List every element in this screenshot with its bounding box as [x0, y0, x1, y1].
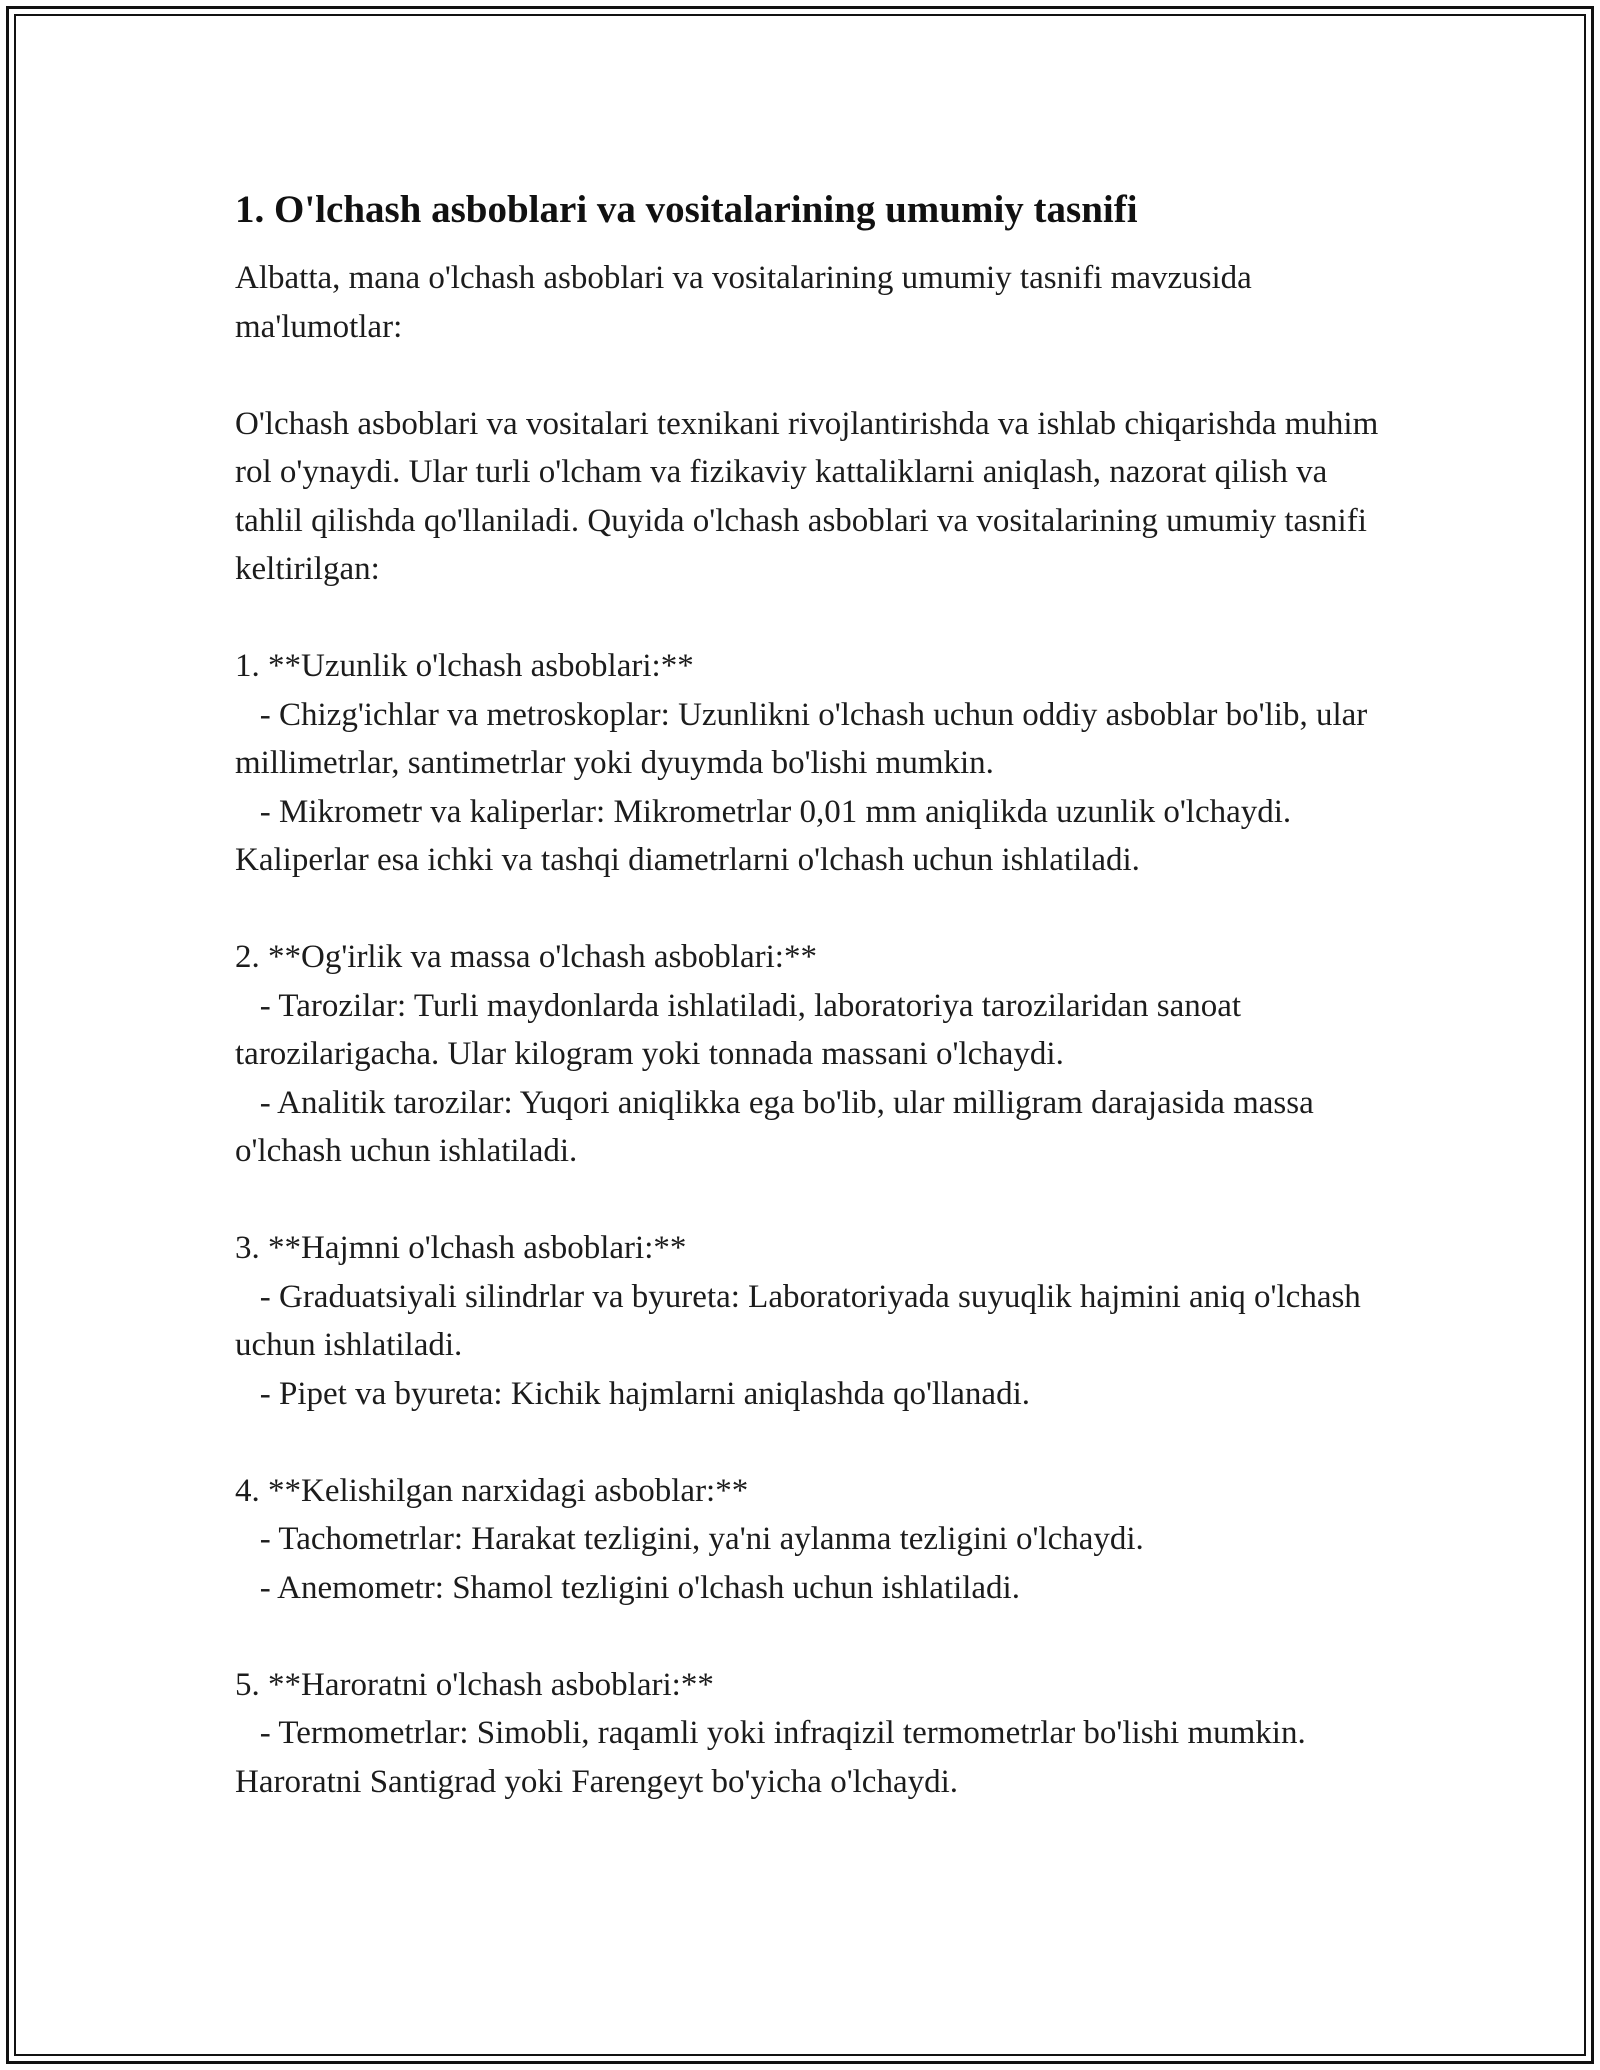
- overview-paragraph: O'lchash asboblari va vositalari texnikani rivojlantirishda va ishlab chiqarishda muhim rol o'ynaydi. Ular turli o'lcham va fizikaviy kattaliklarni aniqlash, nazorat qilish va tahlil qilishda qo'llaniladi. Quyida o'lchash asboblari va vositalarining umumiy tasnifi keltirilgan:: [235, 405, 1387, 587]
- section-heading: 4. **Kelishilgan narxidagi asboblar:**: [235, 1472, 749, 1509]
- document-body: [235, 186, 1385, 1806]
- list-item: - Pipet va byureta: Kichik hajmlarni aniqlashda qo'llanadi.: [235, 1375, 1030, 1412]
- list-item: - Graduatsiyali silindrlar va byureta: Laboratoriyada suyuqlik hajmini aniq o'lchash uchun ishlatiladi.: [235, 1278, 1370, 1363]
- list-item: - Analitik tarozilar: Yuqori aniqlikka ega bo'lib, ular milligram darajasida massa o'lchash uchun ishlatiladi.: [235, 1084, 1323, 1169]
- section-speed: [235, 1467, 1385, 1613]
- section-heading: 1. **Uzunlik o'lchash asboblari:**: [235, 648, 694, 684]
- list-item: - Chizg'ichlar va metroskoplar: Uzunlikni o'lchash uchun oddiy asboblar bo'lib, ular millimetrlar, santimetrlar yoki dyuymda bo'lishi mumkin.: [235, 696, 1376, 781]
- list-item: - Mikrometr va kaliperlar: Mikrometrlar 0,01 mm aniqlikda uzunlik o'lchaydi. Kaliperlar esa ichki va tashqi diametrlarni o'lchash uchun ishlatiladi.: [235, 793, 1300, 878]
- section-heading: 5. **Haroratni o'lchash asboblari:**: [235, 1666, 714, 1703]
- intro-paragraph: Albatta, mana o'lchash asboblari va vositalarining umumiy tasnifi mavzusida ma'lumotlar:: [235, 260, 1261, 345]
- paragraph-spacer: [235, 1612, 1385, 1661]
- list-item: - Anemometr: Shamol tezligini o'lchash uchun ishlatiladi.: [235, 1569, 1020, 1606]
- paragraph-spacer: [235, 594, 1385, 643]
- section-heading: 2. **Og'irlik va massa o'lchash asboblari:**: [235, 939, 817, 975]
- paragraph-spacer: [235, 351, 1385, 400]
- section-temperature: [235, 1661, 1385, 1807]
- paragraph-spacer: [235, 885, 1385, 934]
- section-heading: 3. **Hajmni o'lchash asboblari:**: [235, 1230, 687, 1266]
- document-title: 1. O'lchash asboblari va vositalarining umumiy tasnifi: [235, 188, 1138, 231]
- list-item: - Tachometrlar: Harakat tezligini, ya'ni aylanma tezligini o'lchaydi.: [235, 1521, 1144, 1557]
- section-volume: [235, 1224, 1385, 1418]
- section-weight: [235, 933, 1385, 1176]
- list-item: - Termometrlar: Simobli, raqamli yoki infraqizil termometrlar bo'lishi mumkin. Haroratni Santigrad yoki Farengeyt bo'yicha o'lchaydi.: [235, 1715, 1314, 1800]
- paragraph-spacer: [235, 1418, 1385, 1467]
- paragraph-spacer: [235, 1176, 1385, 1225]
- list-item: - Tarozilar: Turli maydonlarda ishlatiladi, laboratoriya tarozilaridan sanoat tarozilarigacha. Ular kilogram yoki tonnada massani o'lchaydi.: [235, 987, 1250, 1072]
- section-length: [235, 642, 1385, 885]
